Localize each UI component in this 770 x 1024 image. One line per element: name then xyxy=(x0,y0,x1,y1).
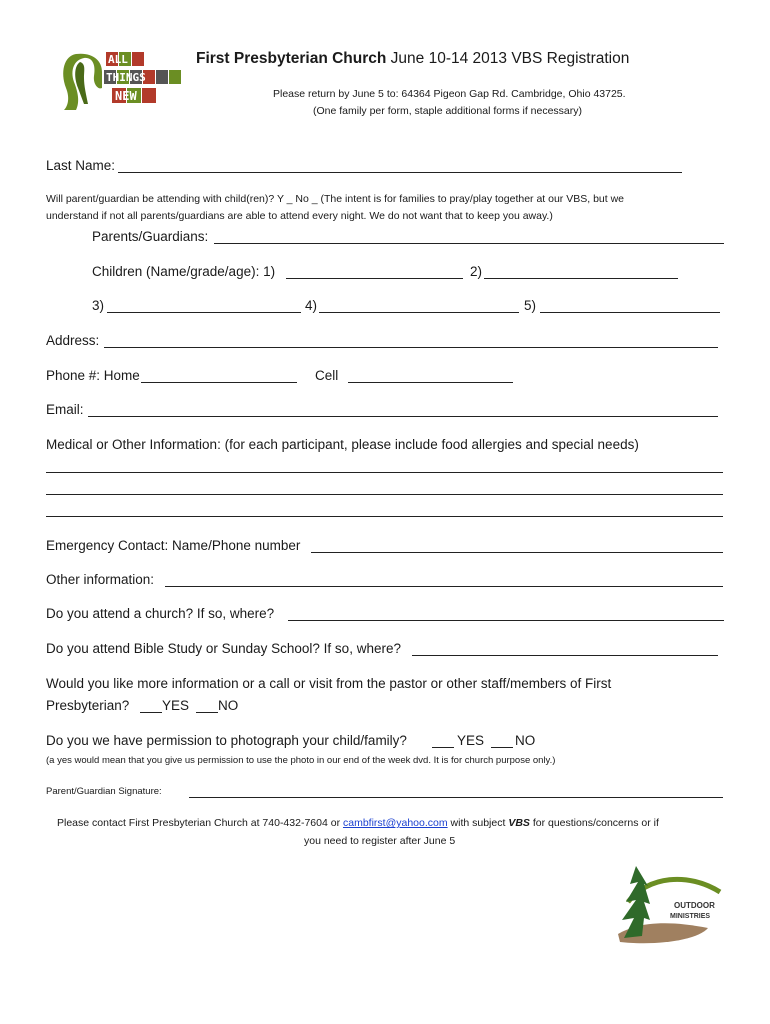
logo-word-new: NEW xyxy=(115,89,137,103)
contact-line: Please contact First Presbyterian Church at 740-432-7604 or cambfirst@yahoo.com with subject VBS for questions/concerns or if xyxy=(57,817,659,829)
more-info-question: Would you like more information or a call or visit from the pastor or other staff/members of First xyxy=(46,676,612,691)
more-info-no-blank[interactable] xyxy=(196,712,218,713)
medical-field-2[interactable] xyxy=(46,494,723,495)
logo-word-things: THINGS xyxy=(106,71,146,84)
other-info-field[interactable] xyxy=(165,586,723,587)
photo-no-label: NO xyxy=(515,733,536,748)
emergency-label: Emergency Contact: Name/Phone number xyxy=(46,538,301,553)
photo-no-blank[interactable] xyxy=(491,747,513,748)
email-field[interactable] xyxy=(88,416,718,417)
signature-field[interactable] xyxy=(189,797,723,798)
logo-word-all: ALL xyxy=(108,53,128,66)
phone-home-field[interactable] xyxy=(141,382,297,383)
children-label: Children (Name/grade/age): 1) xyxy=(92,264,276,279)
bible-study-label: Do you attend Bible Study or Sunday School? If so, where? xyxy=(46,641,401,656)
child-1-field[interactable] xyxy=(286,278,463,279)
phone-cell-label: Cell xyxy=(315,368,339,383)
more-info-no-label: NO xyxy=(218,698,239,713)
address-field[interactable] xyxy=(104,347,718,348)
bible-study-field[interactable] xyxy=(412,655,718,656)
all-things-new-logo xyxy=(58,48,182,114)
medical-field-1[interactable] xyxy=(46,472,723,473)
parents-label: Parents/Guardians: xyxy=(92,229,209,244)
more-info-yes-label: YES xyxy=(162,698,190,713)
logo-text-outdoor: OUTDOOR xyxy=(674,901,715,910)
child-3-label: 3) xyxy=(92,298,105,313)
emergency-field[interactable] xyxy=(311,552,723,553)
address-label: Address: xyxy=(46,333,100,348)
tree-logo-graphic xyxy=(608,862,728,952)
medical-label: Medical or Other Information: (for each participant, please include food allergies and special needs) xyxy=(46,437,639,452)
phone-cell-field[interactable] xyxy=(348,382,513,383)
logo-graphic xyxy=(58,48,182,114)
parents-field[interactable] xyxy=(214,243,724,244)
child-4-label: 4) xyxy=(305,298,318,313)
logo-text-ministries: MINISTRIES xyxy=(670,913,711,920)
email-label: Email: xyxy=(46,402,84,417)
church-field[interactable] xyxy=(288,620,724,621)
child-3-field[interactable] xyxy=(107,312,301,313)
last-name-label: Last Name: xyxy=(46,158,116,173)
last-name-field[interactable] xyxy=(118,172,682,173)
contact-email-link[interactable]: cambfirst@yahoo.com xyxy=(342,817,448,829)
phone-home-label: Phone #: Home xyxy=(46,368,140,383)
other-info-label: Other information: xyxy=(46,572,155,587)
signature-label: Parent/Guardian Signature: xyxy=(46,786,162,797)
child-2-label: 2) xyxy=(470,264,483,279)
child-5-label: 5) xyxy=(524,298,537,313)
photo-yes-label: YES xyxy=(457,733,485,748)
outdoor-ministries-logo xyxy=(608,862,728,952)
photo-note: (a yes would mean that you give us permission to use the photo in our end of the week dvd. It is for church purpose only.) xyxy=(46,755,556,766)
more-info-yes-blank[interactable] xyxy=(140,712,162,713)
photo-question: Do you we have permission to photograph your child/family? xyxy=(46,733,407,748)
attend-question: Will parent/guardian be attending with child(ren)? Y _ No _ (The intent is for families to pray/play together at our VBS, but we xyxy=(46,193,625,205)
more-info-question-cont: Presbyterian? xyxy=(46,698,130,713)
child-4-field[interactable] xyxy=(319,312,519,313)
medical-field-3[interactable] xyxy=(46,516,723,517)
child-2-field[interactable] xyxy=(484,278,678,279)
page-title: First Presbyterian Church June 10-14 2013 VBS Registration xyxy=(196,50,630,67)
attend-note: understand if not all parents/guardians are able to attend every night. We do not want that to keep you away.) xyxy=(46,210,553,222)
return-address: Please return by June 5 to: 64364 Pigeon Gap Rd. Cambridge, Ohio 43725. xyxy=(273,88,626,100)
contact-line-2: you need to register after June 5 xyxy=(304,835,456,847)
church-label: Do you attend a church? If so, where? xyxy=(46,606,275,621)
family-note: (One family per form, staple additional forms if necessary) xyxy=(313,105,583,117)
child-5-field[interactable] xyxy=(540,312,720,313)
photo-yes-blank[interactable] xyxy=(432,747,454,748)
